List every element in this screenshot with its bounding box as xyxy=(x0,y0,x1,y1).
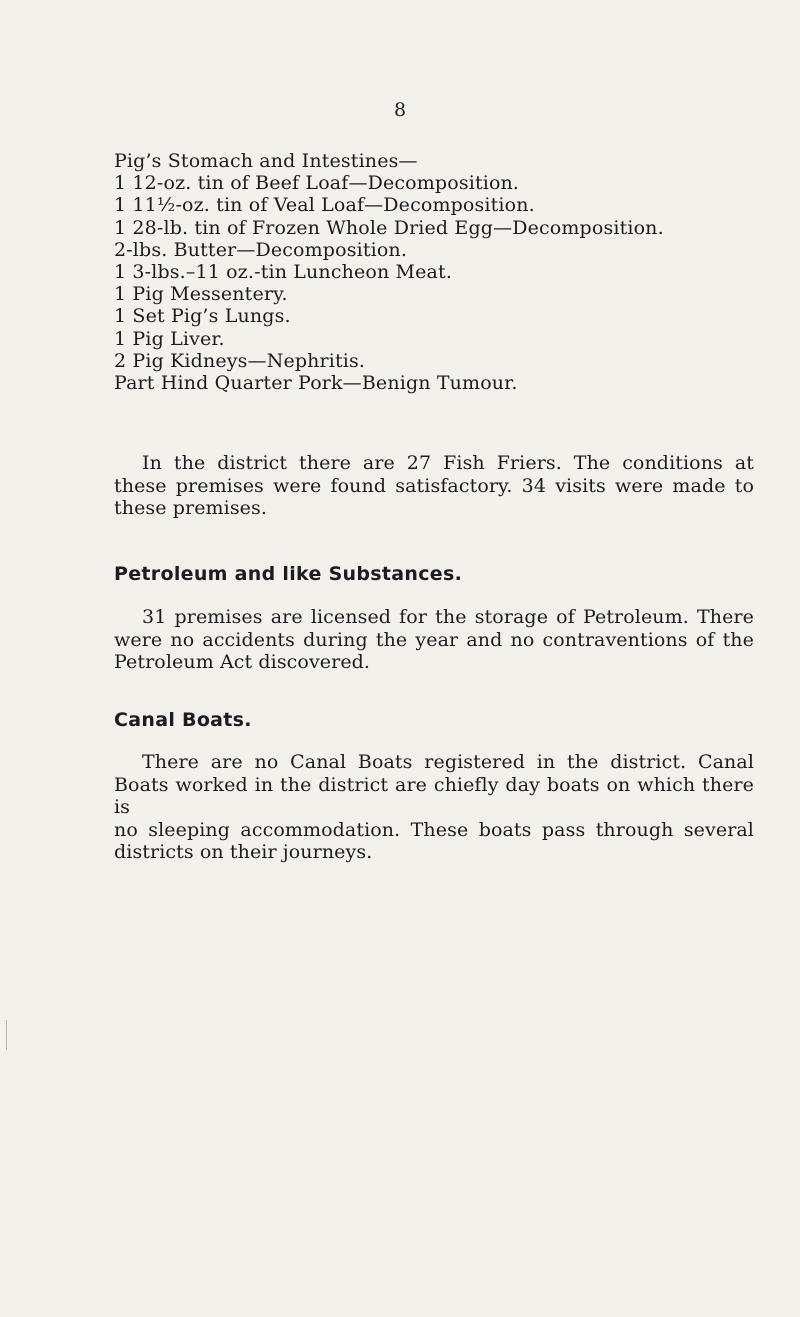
list-item: 1 3-lbs.–11 oz.-tin Luncheon Meat. xyxy=(114,261,453,284)
list-item: 1 Set Pig’s Lungs. xyxy=(114,305,291,328)
paragraph-line: districts on their journeys. xyxy=(114,841,373,863)
list-item: Part Hind Quarter Pork—Benign Tumour. xyxy=(114,372,518,395)
paragraph-line: Boats worked in the district are chiefly day boats on which there is xyxy=(114,773,754,818)
paragraph-line: 31 premises are licensed for the storage of Petroleum. There xyxy=(142,606,754,628)
paragraph-line: There are no Canal Boats registered in the district. Canal xyxy=(142,751,754,773)
paragraph-line: no sleeping accommodation. These boats pass through several xyxy=(114,818,754,841)
paragraph-line: were no accidents during the year and no contraventions of the xyxy=(114,628,754,651)
list-item: 1 Pig Liver. xyxy=(114,327,225,350)
scan-edge-mark xyxy=(6,1020,7,1050)
list-item: 2-lbs. Butter—Decomposition. xyxy=(114,238,408,261)
list-item: 2 Pig Kidneys—Nephritis. xyxy=(114,349,366,372)
paragraph-line: these premises were found satisfactory. 34 visits were made to xyxy=(114,474,754,497)
list-item: Pig’s Stomach and Intestines— xyxy=(114,150,418,172)
canal-boats-heading: Canal Boats. xyxy=(114,709,252,731)
page-number: 8 xyxy=(393,99,407,121)
condemned-food-list xyxy=(114,150,794,394)
paragraph-line: these premises. xyxy=(114,497,268,519)
petroleum-heading: Petroleum and like Substances. xyxy=(114,563,463,585)
list-item: 1 Pig Messentery. xyxy=(114,283,288,306)
list-item: 1 12-oz. tin of Beef Loaf—Decomposition. xyxy=(114,172,520,195)
fish-friers-paragraph xyxy=(114,452,754,520)
canal-boats-paragraph xyxy=(114,751,754,864)
list-item: 1 28-lb. tin of Frozen Whole Dried Egg—Decomposition. xyxy=(114,216,664,239)
petroleum-paragraph xyxy=(114,606,754,674)
paragraph-line: In the district there are 27 Fish Friers. The conditions at xyxy=(142,452,754,474)
paragraph-line: Petroleum Act discovered. xyxy=(114,651,371,673)
list-item: 1 11½-oz. tin of Veal Loaf—Decomposition. xyxy=(114,194,535,217)
